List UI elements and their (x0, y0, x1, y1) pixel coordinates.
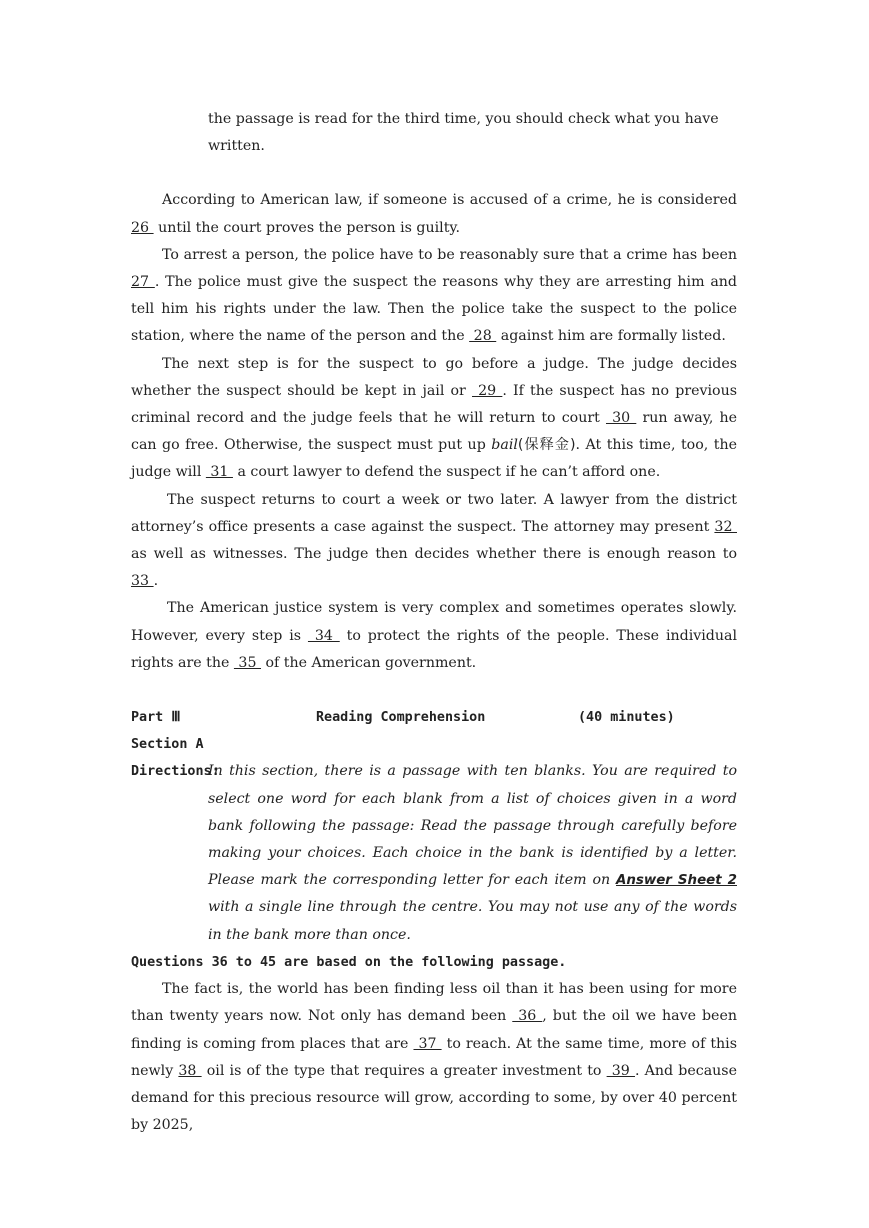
blank-31: 31 (205, 464, 233, 481)
part-heading (131, 704, 737, 731)
blank-27: 27 (131, 274, 155, 291)
part-number: Part Ⅲ (131, 710, 181, 726)
intro-line: written. (208, 138, 265, 155)
spacer (131, 160, 737, 187)
text: The suspect returns to court a week or two later. A lawyer from the district attorney’s office presents a case against the suspect. The attorney may present (131, 491, 737, 535)
text: . And because demand for this precious resource will grow, according to some, by over 40 percent by 2025, (131, 1062, 737, 1134)
text: until the court proves the person is guilty. (153, 219, 461, 236)
paragraph (131, 487, 737, 596)
listening-instructions-tail (208, 106, 737, 160)
text: , but the oil we have been finding is coming from places that are (131, 1008, 737, 1052)
spacer (131, 677, 737, 704)
text: The next step is for the suspect to go before a judge. The judge decides whether the suspect should be kept in jail or (131, 355, 737, 399)
directions (131, 758, 737, 948)
intro-line: the passage is read for the third time, you should check what you have (208, 111, 719, 127)
text: a court lawyer to defend the suspect if he can’t afford one. (232, 464, 661, 481)
text: . If the suspect has no previous criminal record and the judge feels that he will return to court (131, 382, 738, 427)
blank-26: 26 (131, 219, 154, 236)
blank-33: 33 (131, 573, 154, 590)
text: against him are formally listed. (496, 328, 726, 345)
page-content (131, 106, 737, 1139)
bail-translation: (保释金) (517, 437, 576, 454)
blank-34: 34 (307, 627, 340, 644)
blank-39: 39 (606, 1062, 635, 1079)
text: to protect the rights of the people. These individual rights are the (131, 627, 738, 671)
blank-35: 35 (233, 654, 261, 671)
blank-28: 28 (469, 328, 497, 345)
passage-2 (131, 976, 737, 1139)
text: as well as witnesses. The judge then decides whether there is enough reason to (131, 546, 737, 563)
text: of the American government. (261, 654, 477, 671)
blank-36: 36 (512, 1008, 543, 1025)
text: oil is of the type that requires a greater investment to (201, 1062, 607, 1079)
text: To arrest a person, the police have to be reasonably sure that a crime has been (162, 246, 737, 263)
text: The American justice system is very complex and sometimes operates slowly. However, every step is (131, 600, 737, 644)
blank-38: 38 (178, 1062, 202, 1079)
part-time: (40 minutes) (578, 710, 675, 726)
questions-heading: Questions 36 to 45 are based on the following passage. (131, 954, 567, 970)
blank-37: 37 (413, 1035, 442, 1052)
bail-term: bail (491, 437, 518, 454)
text: The fact is, the world has been finding less oil than it has been using for more than twenty years now. Not only has demand been (131, 981, 737, 1025)
paragraph (131, 351, 737, 487)
part-title: Reading Comprehension (316, 710, 486, 726)
blank-30: 30 (605, 410, 637, 427)
text: . (153, 573, 159, 590)
blank-32: 32 (714, 518, 737, 535)
paragraph (131, 595, 737, 677)
paragraph (131, 187, 737, 241)
text: In this section, there is a passage with ten blanks. You are required to select one word for each blank from a list of choices given in a word bank following the passage: Read the passage through carefully before making your choices. Each choice in the bank is identified by a letter. Please mark the corresponding letter for each item on (208, 763, 737, 889)
passage-1 (131, 187, 737, 677)
text: . At this time, too, the judge will (131, 437, 737, 481)
directions-text (208, 758, 737, 948)
directions-label: Directions: (131, 764, 220, 780)
text: . The police must give the suspect the reasons why they are arresting him and tell him his rights under the law. Then the police take the suspect to the police station, where the name of the person and the (131, 274, 737, 345)
text: run away, he can go free. Otherwise, the suspect must put up (131, 410, 738, 454)
paragraph (131, 242, 737, 351)
section-heading: Section A (131, 737, 204, 753)
blank-29: 29 (472, 382, 503, 399)
text: According to American law, if someone is accused of a crime, he is considered (162, 192, 737, 209)
answer-sheet-ref: Answer Sheet 2 (615, 873, 737, 889)
text: to reach. At the same time, more of this newly (131, 1035, 738, 1079)
text: with a single line through the centre. You may not use any of the words in the bank more than once. (208, 899, 737, 943)
